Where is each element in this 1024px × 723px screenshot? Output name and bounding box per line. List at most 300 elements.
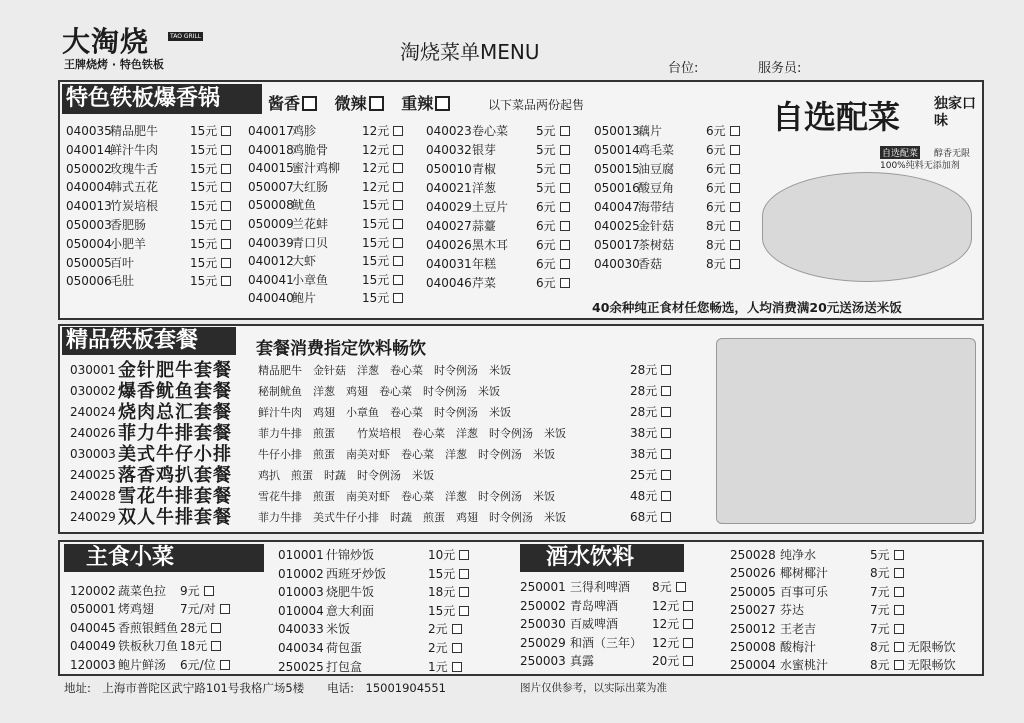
spice-checkbox[interactable] xyxy=(369,96,384,111)
item-name: 百事可乐 xyxy=(780,584,829,599)
item-note: 无限畅饮 xyxy=(907,639,956,654)
price-with-checkbox xyxy=(190,197,231,216)
item-price: 18元 xyxy=(428,585,456,600)
item-price: 8元 xyxy=(652,580,672,594)
menu-item-row[interactable] xyxy=(278,565,474,584)
price-with-checkbox xyxy=(652,652,693,671)
price-with-checkbox xyxy=(428,620,462,639)
price-with-checkbox xyxy=(536,179,570,198)
order-checkbox[interactable] xyxy=(393,145,403,155)
menu-item-row[interactable] xyxy=(594,255,746,274)
price-with-checkbox xyxy=(536,122,570,141)
price-with-checkbox xyxy=(362,159,403,178)
order-checkbox[interactable] xyxy=(221,220,231,230)
menu-item-row[interactable] xyxy=(248,159,416,178)
order-checkbox[interactable] xyxy=(730,202,740,212)
item-code: 010002 xyxy=(278,566,324,581)
menu-item-row[interactable] xyxy=(730,620,980,638)
order-checkbox[interactable] xyxy=(560,259,570,269)
menu-item-row[interactable] xyxy=(66,141,234,160)
set-menu-row[interactable] xyxy=(70,465,690,486)
menu-item-row[interactable] xyxy=(426,236,578,255)
item-code: 010003 xyxy=(278,585,324,600)
price-with-checkbox xyxy=(870,564,904,582)
order-checkbox[interactable] xyxy=(393,275,403,285)
menu-item-row[interactable] xyxy=(426,198,578,217)
order-checkbox[interactable] xyxy=(393,163,403,173)
menu-item-row[interactable] xyxy=(70,637,242,655)
menu-item-row[interactable] xyxy=(70,582,242,600)
order-checkbox[interactable] xyxy=(683,656,693,666)
set-price-with-checkbox xyxy=(630,507,671,528)
order-checkbox[interactable] xyxy=(894,568,904,578)
price-with-checkbox xyxy=(706,160,740,179)
item-code: 250025 xyxy=(278,659,324,674)
item-price: 15元 xyxy=(190,236,218,251)
item-code: 040023 xyxy=(426,124,472,138)
price-with-checkbox xyxy=(536,236,570,255)
order-checkbox[interactable] xyxy=(221,164,231,174)
hotpot-column xyxy=(426,122,578,293)
item-name: 蔬菜色拉 xyxy=(118,584,167,598)
price-with-checkbox xyxy=(190,216,231,235)
item-name: 香肥肠 xyxy=(110,217,147,232)
item-name: 酸豆角 xyxy=(638,181,675,195)
order-checkbox[interactable] xyxy=(894,587,904,597)
menu-item-row[interactable] xyxy=(248,122,416,141)
order-checkbox[interactable] xyxy=(452,643,462,653)
item-name: 黑木耳 xyxy=(472,238,509,252)
order-checkbox[interactable] xyxy=(393,238,403,248)
order-checkbox[interactable] xyxy=(661,470,671,480)
set-menu-row[interactable] xyxy=(70,486,690,507)
sets-subheading: 套餐消费指定饮料畅饮 xyxy=(256,339,426,359)
item-code: 040035 xyxy=(66,124,112,138)
item-name: 意大利面 xyxy=(326,603,375,618)
set-description: 秘制鱿鱼 洋葱 鸡翅 卷心菜 时令例汤 米饭 xyxy=(258,385,500,398)
item-price: 8元 xyxy=(706,219,726,233)
order-checkbox[interactable] xyxy=(393,200,403,210)
promo-title: 自选配菜 xyxy=(772,98,901,136)
menu-item-row[interactable] xyxy=(248,178,416,197)
menu-item-row[interactable] xyxy=(426,141,578,160)
item-name: 香菇 xyxy=(638,257,663,271)
order-checkbox[interactable] xyxy=(730,145,740,155)
set-dish-image xyxy=(716,338,976,524)
item-price: 5元 xyxy=(536,143,556,157)
item-code: 250029 xyxy=(520,635,566,650)
order-checkbox[interactable] xyxy=(894,550,904,560)
order-checkbox[interactable] xyxy=(393,126,403,136)
item-name: 鸡毛菜 xyxy=(638,143,675,157)
menu-item-row[interactable] xyxy=(66,197,234,216)
menu-item-row[interactable] xyxy=(520,597,694,616)
promo-tag: 100%纯料无添加剂 xyxy=(880,161,960,171)
set-code: 240025 xyxy=(70,468,116,482)
menu-item-row[interactable] xyxy=(426,179,578,198)
item-price: 15元 xyxy=(190,274,218,289)
item-name: 米饭 xyxy=(326,622,351,637)
set-menu-row[interactable] xyxy=(70,444,690,465)
order-checkbox[interactable] xyxy=(220,660,230,670)
price-with-checkbox xyxy=(652,615,693,634)
item-name: 洋葱 xyxy=(472,181,497,195)
set-description: 菲力牛排 美式牛仔小排 时蔬 煎蛋 鸡翅 时令例汤 米饭 xyxy=(258,511,566,524)
menu-item-row[interactable] xyxy=(594,198,746,217)
menu-item-row[interactable] xyxy=(66,272,234,291)
menu-item-row[interactable] xyxy=(730,656,980,674)
menu-item-row[interactable] xyxy=(520,634,694,653)
order-checkbox[interactable] xyxy=(560,221,570,231)
order-checkbox[interactable] xyxy=(452,624,462,634)
menu-item-row[interactable] xyxy=(248,234,416,253)
order-checkbox[interactable] xyxy=(459,587,469,597)
item-code: 040026 xyxy=(426,238,472,252)
item-name: 酸梅汁 xyxy=(780,639,817,654)
item-price: 6元 xyxy=(536,200,556,214)
price-with-checkbox xyxy=(362,234,403,253)
item-name: 椰树椰汁 xyxy=(780,566,829,581)
item-code: 250003 xyxy=(520,654,566,669)
item-price: 15元 xyxy=(190,180,218,195)
set-description: 鸡扒 煎蛋 时蔬 时令例汤 米饭 xyxy=(258,469,434,482)
set-description: 牛仔小排 煎蛋 南美对虾 卷心菜 洋葱 时令例汤 米饭 xyxy=(258,448,555,461)
menu-item-row[interactable] xyxy=(520,578,694,597)
price-with-checkbox xyxy=(190,141,231,160)
order-checkbox[interactable] xyxy=(676,582,686,592)
item-name: 年糕 xyxy=(472,257,497,271)
item-code: 250001 xyxy=(520,580,566,594)
order-checkbox[interactable] xyxy=(211,641,221,651)
set-menu-row[interactable] xyxy=(70,402,690,423)
item-name: 芬达 xyxy=(780,603,805,618)
order-checkbox[interactable] xyxy=(661,449,671,459)
menu-item-row[interactable] xyxy=(70,656,242,674)
item-name: 鲜汁牛肉 xyxy=(110,142,159,157)
item-code: 040013 xyxy=(66,199,112,214)
order-checkbox[interactable] xyxy=(220,604,230,614)
set-name: 金针肥牛套餐 xyxy=(118,360,232,381)
set-code: 240026 xyxy=(70,426,116,440)
menu-item-row[interactable] xyxy=(426,160,578,179)
item-code: 040030 xyxy=(594,257,640,271)
item-price: 2元 xyxy=(428,622,448,637)
item-name: 小肥羊 xyxy=(110,236,147,251)
menu-item-row[interactable] xyxy=(66,254,234,273)
set-price-with-checkbox xyxy=(630,465,671,486)
menu-item-row[interactable] xyxy=(426,255,578,274)
order-checkbox[interactable] xyxy=(730,221,740,231)
order-checkbox[interactable] xyxy=(560,183,570,193)
order-checkbox[interactable] xyxy=(730,126,740,136)
item-name: 蜜汁鸡柳 xyxy=(292,161,341,176)
menu-item-row[interactable] xyxy=(594,160,746,179)
item-code: 040046 xyxy=(426,276,472,290)
menu-item-row[interactable] xyxy=(66,235,234,254)
item-price: 12元 xyxy=(652,635,680,650)
item-price: 28元 xyxy=(180,620,208,635)
item-price: 15元 xyxy=(190,142,218,157)
menu-item-row[interactable] xyxy=(426,122,578,141)
spice-checkbox[interactable] xyxy=(302,96,317,111)
item-name: 竹炭培根 xyxy=(110,199,159,214)
item-price: 5元 xyxy=(536,162,556,176)
set-price: 48元 xyxy=(630,489,658,503)
price-with-checkbox xyxy=(706,198,740,217)
menu-item-row[interactable] xyxy=(66,216,234,235)
order-checkbox[interactable] xyxy=(211,623,221,633)
menu-item-row[interactable] xyxy=(278,620,474,639)
price-with-checkbox xyxy=(362,122,403,141)
order-checkbox[interactable] xyxy=(221,182,231,192)
price-with-checkbox xyxy=(180,582,214,600)
item-name: 烧肥牛饭 xyxy=(326,585,375,600)
set-price: 38元 xyxy=(630,447,658,461)
item-price: 15元 xyxy=(362,235,390,250)
order-checkbox[interactable] xyxy=(393,182,403,192)
price-with-checkbox xyxy=(362,141,403,160)
menu-item-row[interactable] xyxy=(66,160,234,179)
set-menu-row[interactable] xyxy=(70,423,690,444)
order-checkbox[interactable] xyxy=(560,145,570,155)
menu-item-row[interactable] xyxy=(278,658,474,677)
item-code: 040041 xyxy=(248,272,294,287)
item-price: 5元 xyxy=(536,181,556,195)
item-price: 5元 xyxy=(870,548,890,562)
menu-item-row[interactable] xyxy=(70,619,242,637)
menu-item-row[interactable] xyxy=(248,289,416,308)
order-checkbox[interactable] xyxy=(661,365,671,375)
menu-item-row[interactable] xyxy=(248,215,416,234)
item-name: 精品肥牛 xyxy=(110,124,159,138)
set-code: 240024 xyxy=(70,405,116,419)
item-price: 12元 xyxy=(362,124,390,138)
order-checkbox[interactable] xyxy=(730,240,740,250)
menu-item-row[interactable] xyxy=(278,602,474,621)
order-checkbox[interactable] xyxy=(560,126,570,136)
order-checkbox[interactable] xyxy=(393,293,403,303)
order-checkbox[interactable] xyxy=(393,256,403,266)
price-with-checkbox xyxy=(706,236,740,255)
item-name: 金针菇 xyxy=(638,219,675,233)
price-with-checkbox xyxy=(870,656,956,674)
menu-item-row[interactable] xyxy=(278,639,474,658)
price-with-checkbox xyxy=(190,122,231,141)
set-name: 烧肉总汇套餐 xyxy=(118,402,232,423)
order-checkbox[interactable] xyxy=(560,240,570,250)
promo-tag: 醇香无限 xyxy=(934,149,971,159)
order-checkbox[interactable] xyxy=(894,605,904,615)
order-checkbox[interactable] xyxy=(894,624,904,634)
drinks-heading: 酒水饮料 xyxy=(520,544,684,572)
item-price: 2元 xyxy=(428,640,448,655)
set-menu-row[interactable] xyxy=(70,360,690,381)
menu-item-row[interactable] xyxy=(594,236,746,255)
order-checkbox[interactable] xyxy=(560,202,570,212)
item-name: 王老吉 xyxy=(780,621,817,636)
order-checkbox[interactable] xyxy=(661,386,671,396)
price-with-checkbox xyxy=(362,178,403,197)
menu-item-row[interactable] xyxy=(248,252,416,271)
menu-item-row[interactable] xyxy=(730,546,980,564)
menu-item-row[interactable] xyxy=(730,564,980,582)
price-with-checkbox xyxy=(180,619,221,637)
order-checkbox[interactable] xyxy=(730,259,740,269)
order-checkbox[interactable] xyxy=(683,619,693,629)
item-price: 15元 xyxy=(190,124,218,138)
item-name: 土豆片 xyxy=(472,200,509,214)
item-code: 040029 xyxy=(426,200,472,214)
item-name: 兰花蚌 xyxy=(292,216,329,231)
order-checkbox[interactable] xyxy=(894,660,904,670)
waiter-label: 服务员: xyxy=(758,61,802,76)
menu-item-row[interactable] xyxy=(730,601,980,619)
item-price: 8元 xyxy=(870,639,890,654)
logo-subtitle: 王牌烧烤 · 特色铁板 xyxy=(64,58,164,71)
spice-option-label: 酱香 xyxy=(268,94,301,113)
menu-item-row[interactable] xyxy=(66,178,234,197)
menu-item-row[interactable] xyxy=(70,600,242,618)
set-menu-row[interactable] xyxy=(70,507,690,528)
price-with-checkbox xyxy=(536,141,570,160)
menu-item-row[interactable] xyxy=(278,546,474,565)
price-with-checkbox xyxy=(190,272,231,291)
set-menu-row[interactable] xyxy=(70,381,690,402)
item-code: 050007 xyxy=(248,179,294,194)
order-checkbox[interactable] xyxy=(730,183,740,193)
set-name: 双人牛排套餐 xyxy=(118,507,232,528)
price-with-checkbox xyxy=(870,601,904,619)
item-code: 040034 xyxy=(278,640,324,655)
item-name: 西班牙炒饭 xyxy=(326,566,387,581)
item-price: 15元 xyxy=(428,603,456,618)
price-with-checkbox xyxy=(652,578,686,597)
menu-item-row[interactable] xyxy=(248,141,416,160)
spice-checkbox[interactable] xyxy=(435,96,450,111)
menu-item-row[interactable] xyxy=(278,583,474,602)
order-checkbox[interactable] xyxy=(730,164,740,174)
promo-side: 独家口味 xyxy=(934,96,976,129)
item-code: 040012 xyxy=(248,254,294,269)
menu-item-row[interactable] xyxy=(520,652,694,671)
order-checkbox[interactable] xyxy=(661,512,671,522)
order-checkbox[interactable] xyxy=(894,642,904,652)
order-checkbox[interactable] xyxy=(221,239,231,249)
order-checkbox[interactable] xyxy=(661,428,671,438)
menu-item-row[interactable] xyxy=(248,196,416,215)
item-code: 040025 xyxy=(594,219,640,233)
item-price: 6元 xyxy=(536,257,556,271)
item-name: 油豆腐 xyxy=(638,162,675,176)
set-description: 菲力牛排 煎蛋 竹炭培根 卷心菜 洋葱 时令例汤 米饭 xyxy=(258,427,566,440)
menu-item-row[interactable] xyxy=(594,141,746,160)
order-checkbox[interactable] xyxy=(221,258,231,268)
order-checkbox[interactable] xyxy=(221,145,231,155)
menu-item-row[interactable] xyxy=(730,638,980,656)
item-name: 真露 xyxy=(570,654,595,669)
item-price: 15元 xyxy=(190,217,218,232)
item-name: 鸡胗 xyxy=(292,124,317,138)
order-checkbox[interactable] xyxy=(683,601,693,611)
menu-item-row[interactable] xyxy=(248,271,416,290)
promo-tag: 自选配菜 xyxy=(880,146,920,159)
menu-item-row[interactable] xyxy=(520,615,694,634)
item-code: 050010 xyxy=(426,162,472,176)
order-checkbox[interactable] xyxy=(459,569,469,579)
order-checkbox[interactable] xyxy=(204,586,214,596)
item-name: 玫瑰牛舌 xyxy=(110,161,159,176)
item-name: 鸡脆骨 xyxy=(292,142,329,157)
set-price: 28元 xyxy=(630,405,658,419)
logo-badge: TAO GRILL xyxy=(170,33,202,40)
order-checkbox[interactable] xyxy=(452,662,462,672)
item-name: 百威啤酒 xyxy=(570,617,619,632)
menu-item-row[interactable] xyxy=(426,274,578,293)
item-price: 15元 xyxy=(190,255,218,270)
item-code: 250012 xyxy=(730,621,776,636)
menu-item-row[interactable] xyxy=(66,122,234,141)
price-with-checkbox xyxy=(870,546,904,564)
price-with-checkbox xyxy=(362,196,403,215)
order-checkbox[interactable] xyxy=(459,606,469,616)
order-checkbox[interactable] xyxy=(459,550,469,560)
menu-item-row[interactable] xyxy=(594,217,746,236)
staples-heading: 主食小菜 xyxy=(64,544,264,572)
item-price: 15元 xyxy=(362,198,390,213)
footer-note: 图片仅供参考，以实际出菜为准 xyxy=(520,682,667,694)
order-checkbox[interactable] xyxy=(221,126,231,136)
item-name: 铁板秋刀鱼 xyxy=(118,639,179,654)
item-code: 040047 xyxy=(594,200,640,214)
order-checkbox[interactable] xyxy=(560,164,570,174)
set-price-with-checkbox xyxy=(630,444,671,465)
price-with-checkbox xyxy=(706,255,740,274)
price-with-checkbox xyxy=(428,658,462,677)
order-checkbox[interactable] xyxy=(560,278,570,288)
price-with-checkbox xyxy=(180,600,230,618)
order-checkbox[interactable] xyxy=(661,407,671,417)
price-with-checkbox xyxy=(536,217,570,236)
item-code: 040015 xyxy=(248,161,294,176)
price-with-checkbox xyxy=(870,638,956,656)
menu-item-row[interactable] xyxy=(730,583,980,601)
price-with-checkbox xyxy=(706,141,740,160)
set-price: 68元 xyxy=(630,510,658,524)
item-price: 20元 xyxy=(652,654,680,669)
set-price: 38元 xyxy=(630,426,658,440)
order-checkbox[interactable] xyxy=(661,491,671,501)
drinks-column xyxy=(730,546,980,675)
order-checkbox[interactable] xyxy=(221,276,231,286)
menu-item-row[interactable] xyxy=(594,179,746,198)
order-checkbox[interactable] xyxy=(221,201,231,211)
item-price: 7元 xyxy=(870,603,890,618)
menu-item-row[interactable] xyxy=(594,122,746,141)
price-with-checkbox xyxy=(536,160,570,179)
hotpot-note: 以下菜品两份起售 xyxy=(488,98,585,112)
order-checkbox[interactable] xyxy=(683,638,693,648)
price-with-checkbox xyxy=(870,620,904,638)
item-price: 6元 xyxy=(536,238,556,252)
order-checkbox[interactable] xyxy=(393,219,403,229)
item-code: 040017 xyxy=(248,124,294,138)
item-name: 什锦炒饭 xyxy=(326,548,375,562)
footer-address: 地址: 上海市普陀区武宁路101号我格广场5楼 电话: 15001904551 xyxy=(64,681,446,695)
menu-item-row[interactable] xyxy=(426,217,578,236)
price-with-checkbox xyxy=(706,122,740,141)
item-price: 12元 xyxy=(652,617,680,632)
set-code: 240029 xyxy=(70,510,116,524)
